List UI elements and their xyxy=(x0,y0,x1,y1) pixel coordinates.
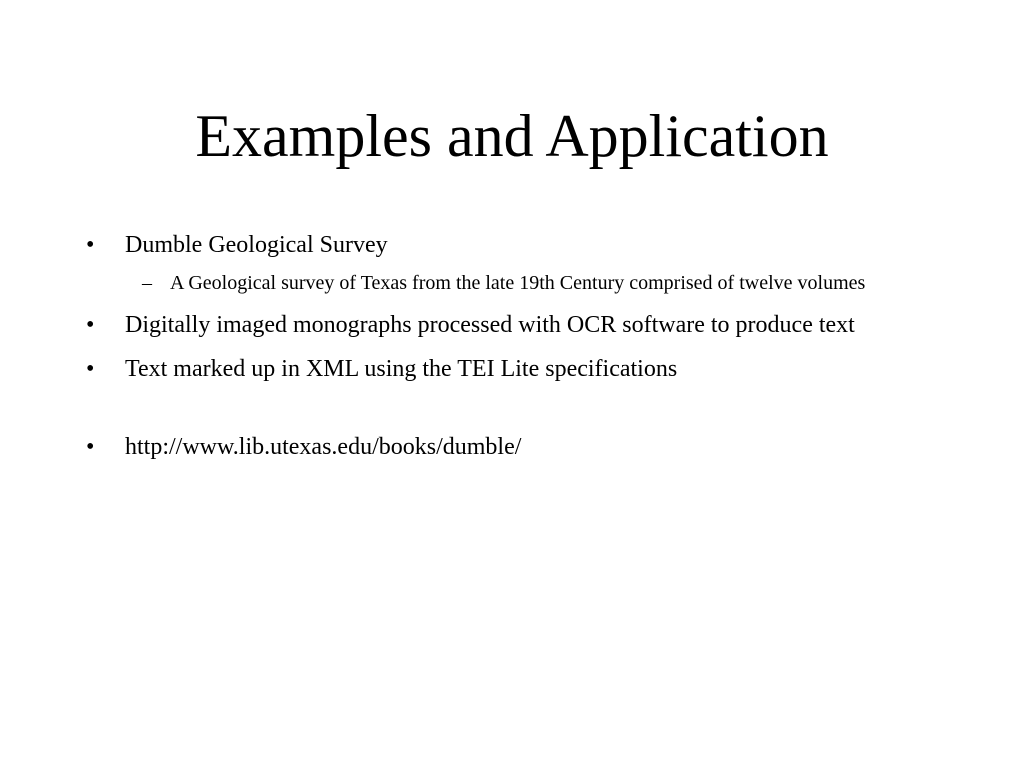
bullet-item-survey xyxy=(0,228,1024,262)
sub-bullet-marker: – xyxy=(142,272,152,294)
sub-bullet-text: A Geological survey of Texas from the late 19th Century comprised of twelve volumes xyxy=(170,272,866,294)
bullet-text: Digitally imaged monographs processed with OCR software to produce text xyxy=(125,312,855,338)
bullet-marker: • xyxy=(86,356,95,382)
sub-bullet-item-survey-description xyxy=(0,268,1024,298)
bullet-marker: • xyxy=(86,434,95,460)
slide-title: Examples and Application xyxy=(195,103,829,169)
bullet-text: Dumble Geological Survey xyxy=(125,232,388,258)
bullet-list xyxy=(0,228,1024,464)
bullet-item-url xyxy=(0,430,1024,464)
bullet-marker: • xyxy=(86,312,95,338)
bullet-item-ocr xyxy=(0,308,1024,342)
bullet-text: Text marked up in XML using the TEI Lite specifications xyxy=(125,356,678,382)
bullet-marker: • xyxy=(86,232,95,258)
bullet-item-xml xyxy=(0,352,1024,386)
url-link[interactable]: http://www.lib.utexas.edu/books/dumble/ xyxy=(125,434,522,460)
